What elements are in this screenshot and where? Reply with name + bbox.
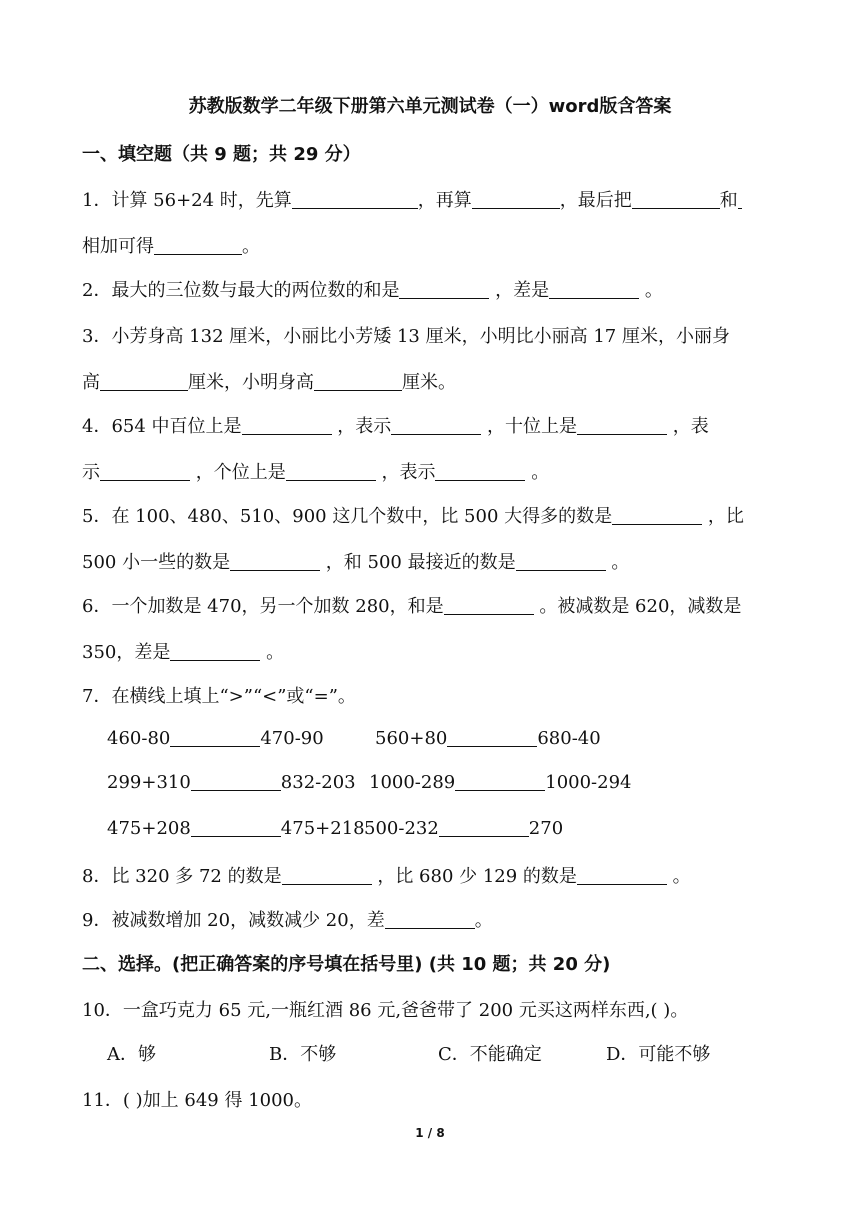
question-8: 8．比 320 多 72 的数是 ，比 680 少 129 的数是 。 — [82, 866, 691, 887]
answer-blank[interactable] — [100, 372, 188, 391]
section-heading-1: 一、填空题（共 9 题；共 29 分） — [82, 144, 361, 165]
answer-blank[interactable] — [282, 866, 372, 885]
answer-blank[interactable] — [170, 728, 260, 747]
question-3-line-1: 3．小芳身高 132 厘米，小丽比小芳矮 13 厘米，小明比小丽高 17 厘米，小丽身 — [82, 326, 730, 347]
question-1-line-2: 相加可得 。 — [82, 236, 260, 257]
answer-blank[interactable] — [191, 772, 281, 791]
answer-blank[interactable] — [612, 506, 702, 525]
question-5-line-2: 500 小一些的数是 ，和 500 最接近的数是 。 — [82, 552, 630, 573]
answer-blank[interactable] — [455, 772, 545, 791]
answer-blank[interactable] — [242, 416, 332, 435]
option-c[interactable]: C．不能确定 — [438, 1044, 542, 1065]
question-10-stem: 10．一盒巧克力 65 元,一瓶红酒 86 元,爸爸带了 200 元买这两样东西,( )。 — [82, 1000, 689, 1021]
answer-blank[interactable] — [577, 866, 667, 885]
answer-blank[interactable] — [154, 236, 242, 255]
answer-blank[interactable] — [314, 372, 402, 391]
answer-blank[interactable] — [435, 462, 525, 481]
answer-blank[interactable] — [230, 552, 320, 571]
option-a[interactable]: A．够 — [107, 1044, 156, 1065]
question-7-stem: 7．在横线上填上“>”“<”或“=”。 — [82, 686, 356, 707]
option-d[interactable]: D．可能不够 — [606, 1044, 711, 1065]
section-heading-2: 二、选择。(把正确答案的序号填在括号里) (共 10 题；共 20 分) — [82, 954, 611, 975]
answer-blank[interactable] — [399, 280, 489, 299]
page-number: 1 / 8 — [415, 1126, 445, 1140]
answer-blank[interactable] — [444, 596, 534, 615]
option-b[interactable]: B．不够 — [269, 1044, 337, 1065]
answer-blank[interactable] — [472, 190, 560, 209]
answer-blank[interactable] — [577, 416, 667, 435]
answer-blank[interactable] — [632, 190, 720, 209]
compare-row-3: 475+208 475+218500-232 270 — [107, 818, 564, 839]
answer-blank[interactable] — [516, 552, 606, 571]
question-4-line-2: 示 ，个位上是 ，表示 。 — [82, 462, 550, 483]
question-9: 9．被减数增加 20，减数减少 20，差 。 — [82, 910, 493, 931]
question-11-stem: 11．( )加上 649 得 1000。 — [82, 1090, 313, 1111]
answer-blank[interactable] — [191, 818, 281, 837]
answer-blank[interactable] — [100, 462, 190, 481]
answer-blank[interactable] — [391, 416, 481, 435]
question-1-line-1: 1．计算 56+24 时，先算 ，再算 ，最后把 和 — [82, 186, 742, 212]
answer-blank[interactable] — [170, 642, 260, 661]
answer-blank[interactable] — [447, 728, 537, 747]
answer-blank[interactable] — [439, 818, 529, 837]
compare-row-1: 460-80 470-90 560+80 680-40 — [107, 728, 601, 749]
answer-blank[interactable] — [292, 190, 418, 209]
question-6-line-2: 350，差是 。 — [82, 642, 285, 663]
question-4-line-1: 4．654 中百位上是 ，表示 ，十位上是 ，表 — [82, 416, 709, 437]
question-3-line-2: 高 厘米，小明身高 厘米。 — [82, 372, 456, 393]
question-6-line-1: 6．一个加数是 470，另一个加数 280，和是 。被减数是 620，减数是 — [82, 596, 742, 617]
document-title: 苏教版数学二年级下册第六单元测试卷（一）word版含答案 — [188, 96, 672, 117]
answer-blank[interactable] — [738, 190, 742, 209]
question-5-line-1: 5．在 100、480、510、900 这几个数中，比 500 大得多的数是 ，比 — [82, 506, 744, 527]
question-10-options — [107, 1040, 710, 1066]
question-2: 2．最大的三位数与最大的两位数的和是 ，差是 。 — [82, 280, 663, 301]
answer-blank[interactable] — [286, 462, 376, 481]
compare-row-2: 299+310 832-203 1000-289 1000-294 — [107, 772, 632, 793]
answer-blank[interactable] — [549, 280, 639, 299]
answer-blank[interactable] — [385, 910, 475, 929]
